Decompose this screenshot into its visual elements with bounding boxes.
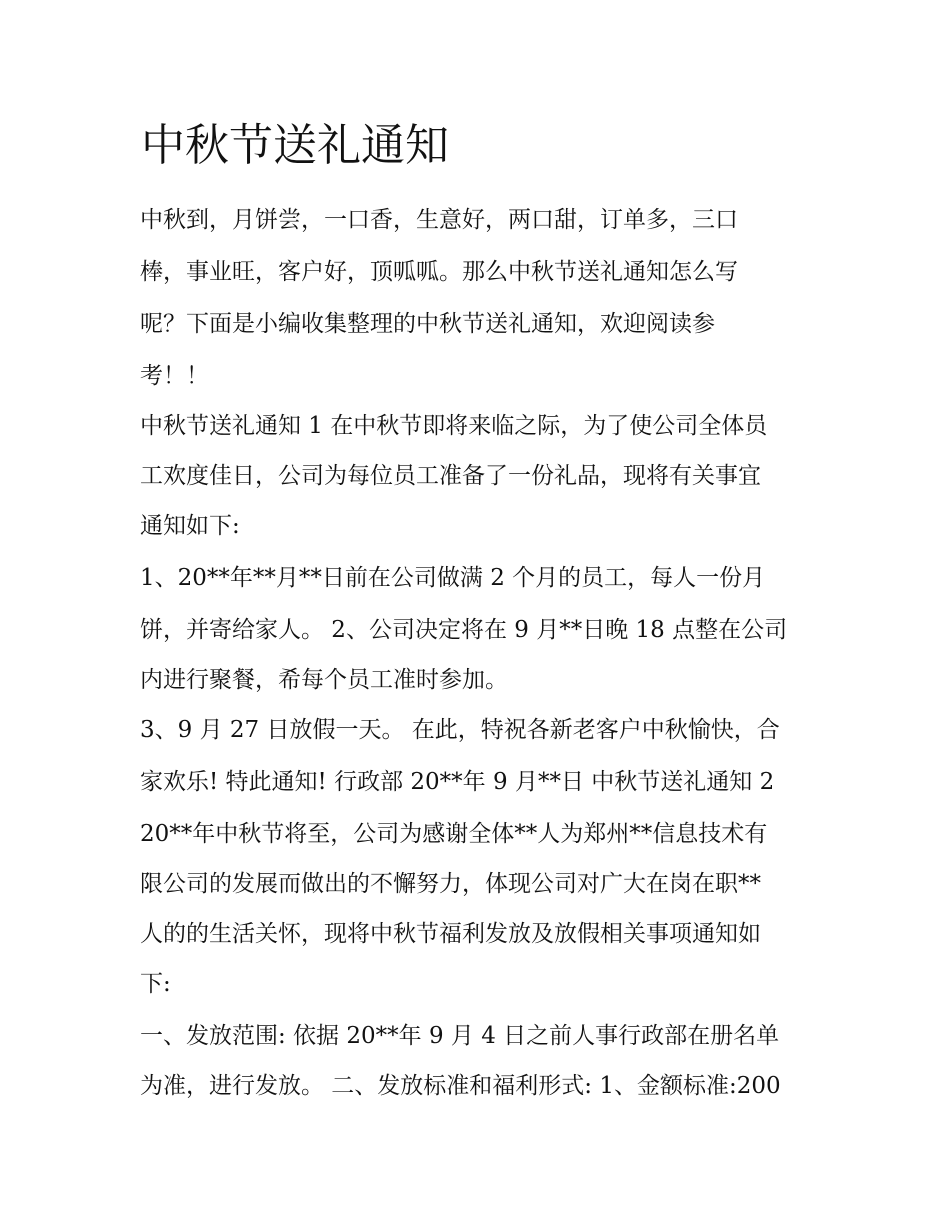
body-line: 家欢乐! 特此通知! 行政部 20**年 9 月**日 中秋节送礼通知 2 xyxy=(140,769,775,795)
body-line: 为准，进行发放。 二、发放标准和福利形式: 1、金额标准:200 xyxy=(140,1073,781,1099)
body-line: 内进行聚餐，希每个员工准时参加。 xyxy=(140,667,508,693)
body-line: 3、9 月 27 日放假一天。 在此，特祝各新老客户中秋愉快，合 xyxy=(140,717,780,743)
body-line: 中秋节送礼通知 1 在中秋节即将来临之际，为了使公司全体员 xyxy=(140,413,768,439)
body-line: 1、20**年**月**日前在公司做满 2 个月的员工，每人一份月 xyxy=(140,565,766,591)
body-line: 饼，并寄给家人。 2、公司决定将在 9 月**日晚 18 点整在公司 xyxy=(140,617,788,643)
body-line: 棒，事业旺，客户好，顶呱呱。那么中秋节送礼通知怎么写 xyxy=(140,259,738,285)
body-line: 工欢度佳日，公司为每位员工准备了一份礼品，现将有关事宜 xyxy=(140,463,761,489)
document-title: 中秋节送礼通知 xyxy=(141,120,449,171)
body-line: 人的的生活关怀，现将中秋节福利发放及放假相关事项通知如 xyxy=(140,921,761,947)
body-line: 下: xyxy=(140,971,171,997)
body-line: 一、发放范围: 依据 20**年 9 月 4 日之前人事行政部在册名单 xyxy=(140,1023,780,1049)
body-line: 中秋到，月饼尝，一口香，生意好，两口甜，订单多，三口 xyxy=(140,207,738,233)
body-line: 考！！ xyxy=(140,363,209,389)
body-line: 呢？下面是小编收集整理的中秋节送礼通知，欢迎阅读参 xyxy=(140,311,715,337)
body-line: 通知如下: xyxy=(140,513,240,539)
body-line: 限公司的发展而做出的不懈努力，体现公司对广大在岗在职** xyxy=(140,871,761,897)
body-line: 20**年中秋节将至，公司为感谢全体**人为郑州**信息技术有 xyxy=(140,821,768,847)
